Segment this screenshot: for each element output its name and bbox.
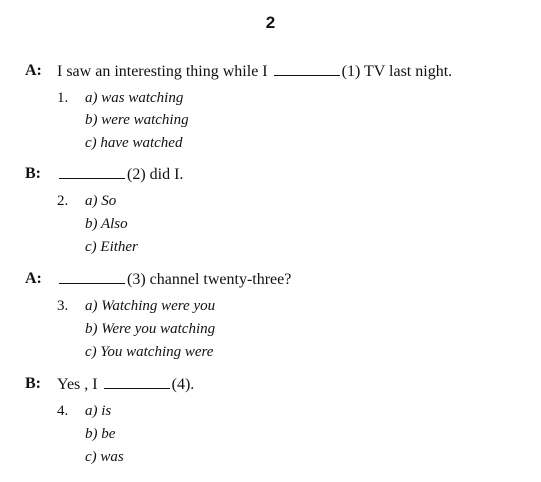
answer-option: a) was watching — [85, 90, 184, 106]
answer-option: a) So — [85, 193, 117, 209]
line-text-after: (1) TV last night. — [341, 63, 453, 80]
answer-option: c) have watched — [85, 135, 183, 151]
dialogue-line — [57, 269, 291, 290]
answer-option: a) is — [85, 403, 112, 419]
question-number: 1. — [57, 90, 69, 106]
answer-option: c) Either — [85, 239, 138, 255]
answer-blank — [59, 269, 125, 284]
line-text-before: Yes , I — [57, 376, 98, 393]
line-text-before: I saw an interesting thing while I — [57, 63, 268, 80]
line-text-after: (4). — [171, 376, 195, 393]
answer-option: b) Also — [85, 216, 128, 232]
question-number: 3. — [57, 298, 69, 314]
speaker-label: A: — [25, 62, 42, 79]
dialogue-line — [57, 374, 194, 395]
answer-option: b) Were you watching — [85, 321, 216, 337]
speaker-label: A: — [25, 270, 42, 287]
answer-option: a) Watching were you — [85, 298, 216, 314]
answer-option: b) were watching — [85, 112, 189, 128]
answer-blank — [59, 164, 125, 179]
dialogue-line — [57, 61, 452, 82]
question-number: 4. — [57, 403, 69, 419]
speaker-label: B: — [25, 165, 41, 182]
dialogue-line — [57, 164, 183, 185]
answer-blank — [274, 61, 340, 76]
answer-blank — [104, 374, 170, 389]
line-text-after: (3) channel twenty-three? — [127, 271, 292, 288]
page-number: 2 — [265, 13, 276, 32]
answer-option: b) be — [85, 426, 116, 442]
answer-option: c) was — [85, 449, 124, 465]
question-number: 2. — [57, 193, 69, 209]
line-text-after: (2) did I. — [127, 166, 184, 183]
speaker-label: B: — [25, 375, 41, 392]
answer-option: c) You watching were — [85, 344, 214, 360]
